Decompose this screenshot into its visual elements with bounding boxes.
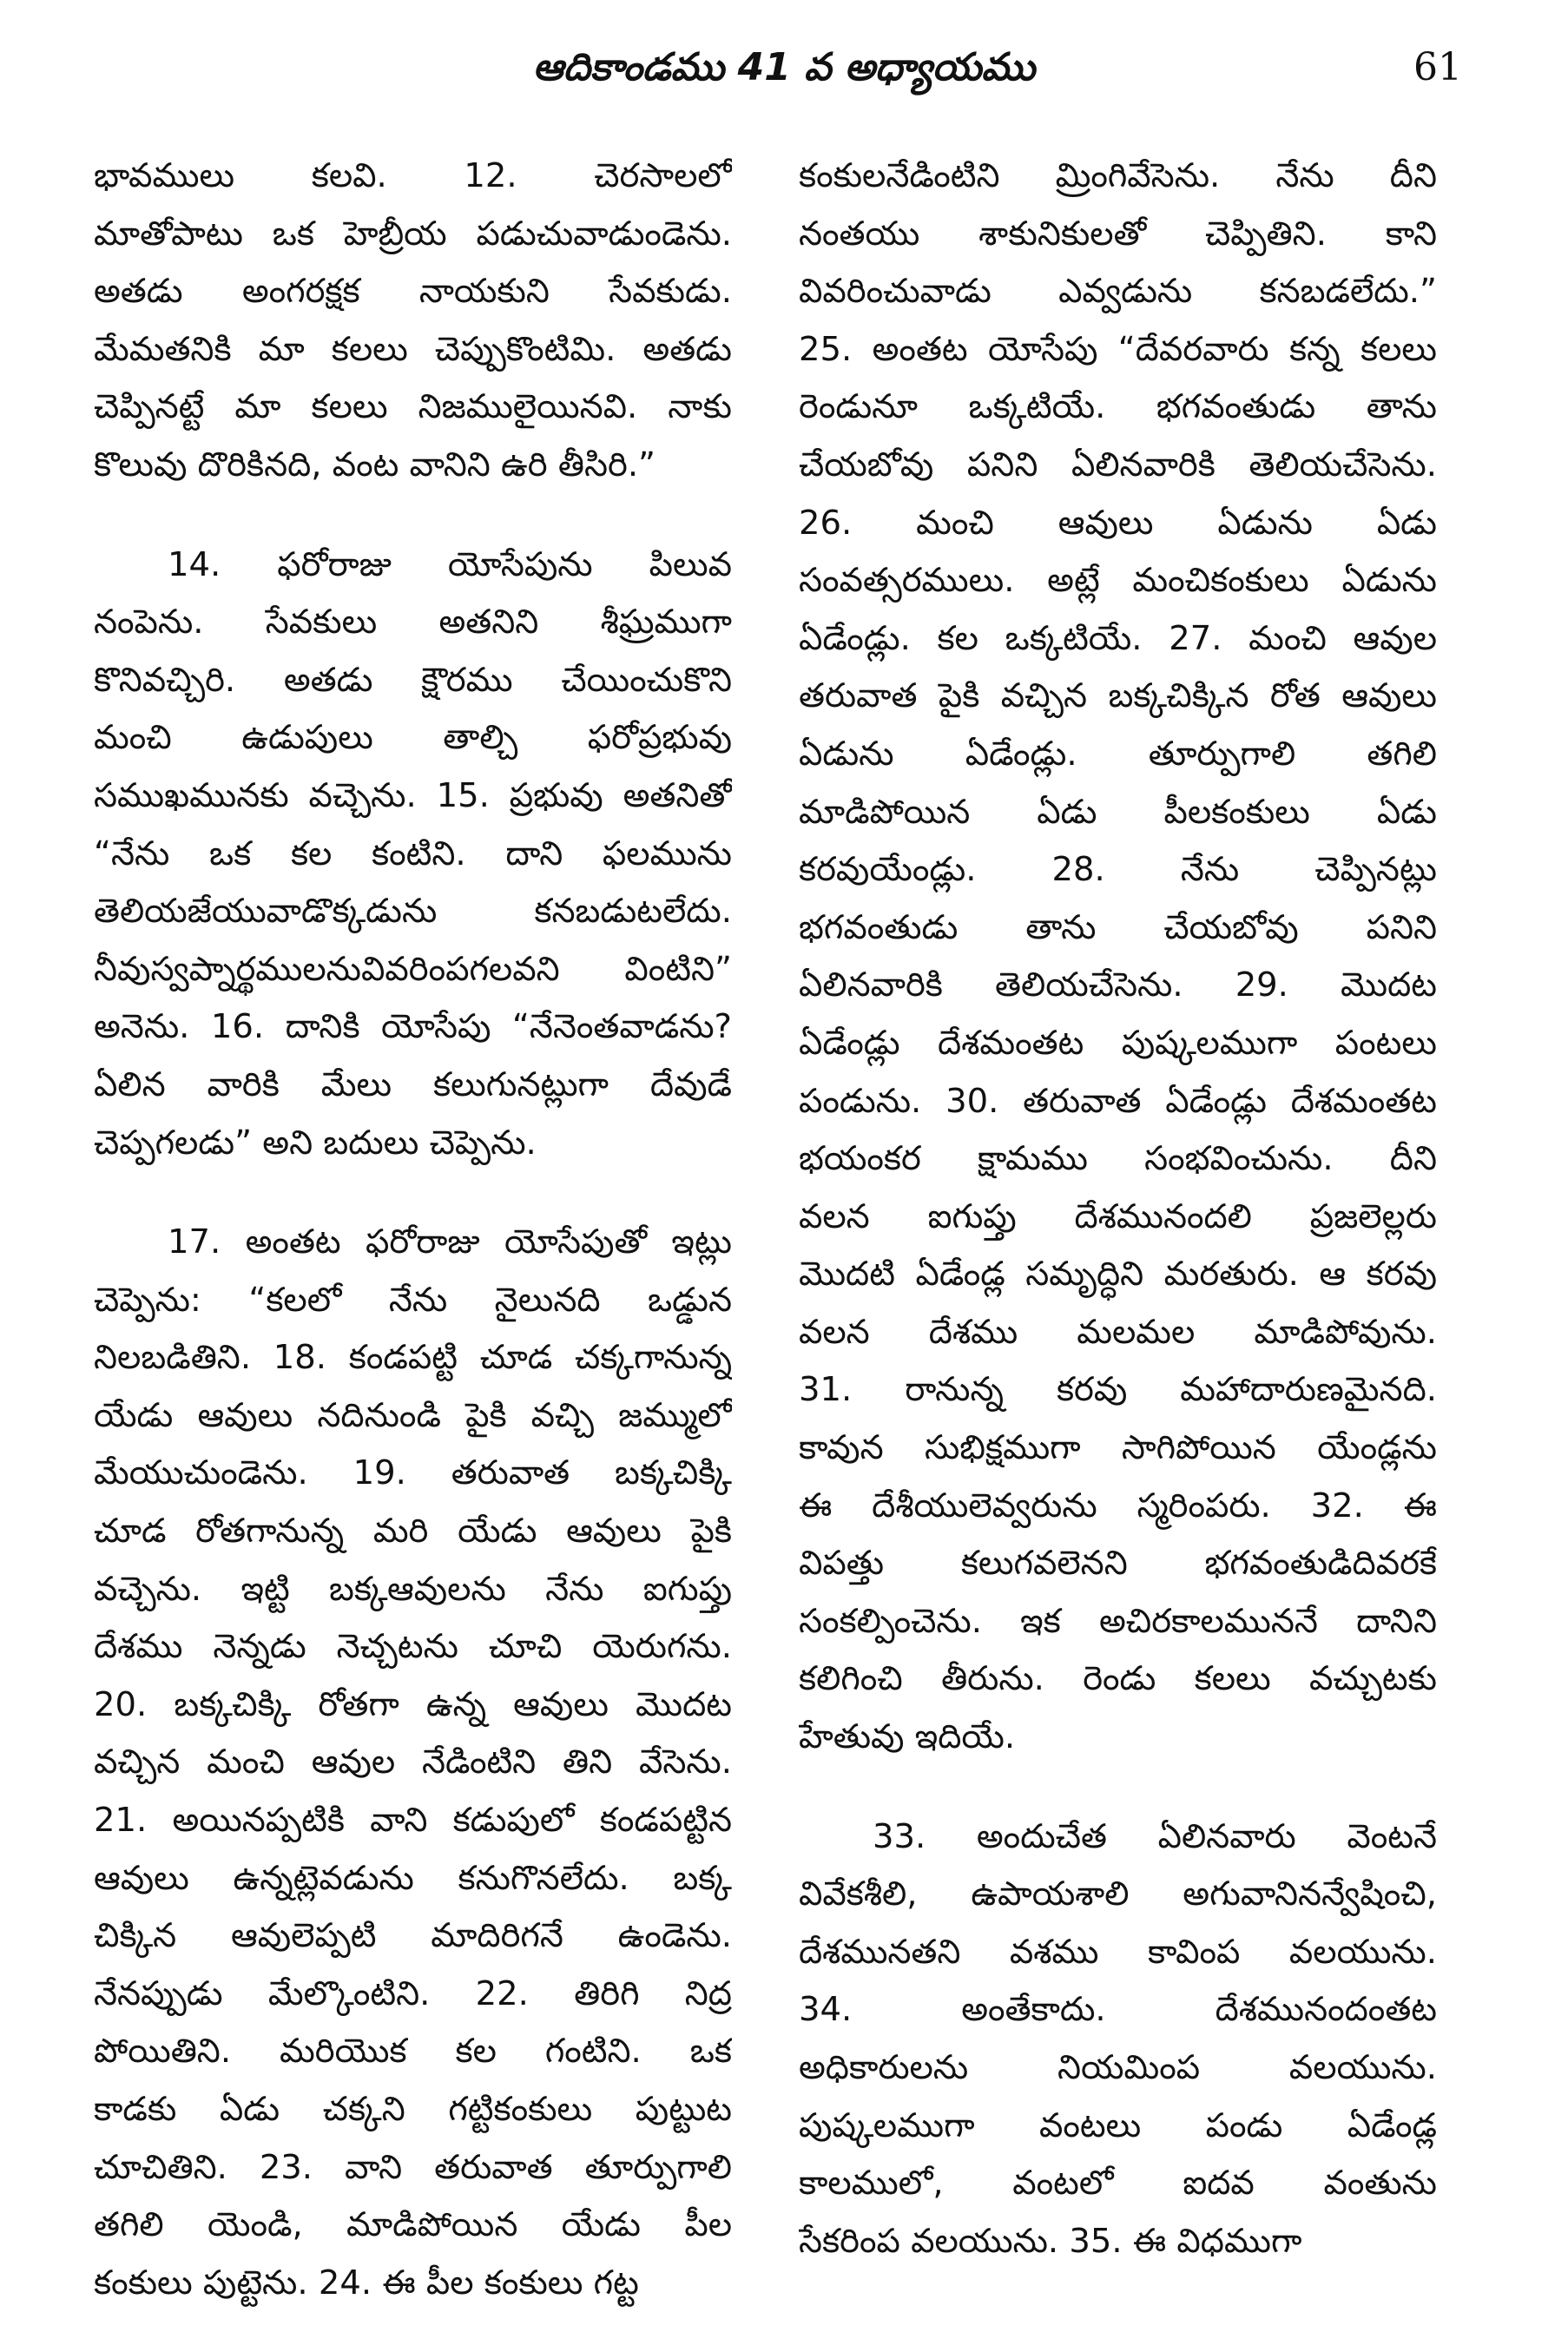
text-line: వచ్చెను. ఇట్టి బక్కఆవులను నేను ఐగుప్తు <box>94 1569 732 1609</box>
left-column <box>94 148 732 2312</box>
text-line: 17. అంతట ఫరోరాజు యోసేపుతో ఇట్లు <box>168 1222 732 1262</box>
text-line: అనెను. 16. దానికి యోసేపు “నేనెంతవాడను? <box>94 1007 732 1047</box>
text-line: సేకరింప వలయును. 35. ఈ విధముగా <box>799 2221 1302 2261</box>
text-line: వలన ఐగుప్తు దేశమునందలి ప్రజలెల్లరు <box>799 1196 1437 1236</box>
text-line: పండును. 30. తరువాత ఏడేండ్లు దేశమంతట <box>799 1081 1437 1121</box>
page-number: 61 <box>1413 45 1462 89</box>
text-line: చిక్కిన ఆవులెప్పటి మాదిరిగనే ఉండెను. <box>94 1916 732 1956</box>
text-line: సంకల్పించెను. ఇక అచిరకాలముననే దానిని <box>799 1601 1437 1641</box>
text-line: చెప్పినట్టే మా కలలు నిజములైయినవి. నాకు <box>94 387 732 427</box>
text-line: సంవత్సరములు. అట్లే మంచికంకులు ఏడును <box>799 561 1437 601</box>
text-line: 26. మంచి ఆవులు ఏడును ఏడు <box>799 503 1437 543</box>
text-line: ఏలినవారికి తెలియచేసెను. 29. మొదట <box>799 965 1437 1005</box>
text-line: 31. రానున్న కరవు మహాదారుణమైనది. <box>799 1370 1437 1410</box>
text-line: ఆవులు ఉన్నట్లెవడును కనుగొనలేదు. బక్క <box>94 1858 732 1898</box>
text-line: కంకులు పుట్టెను. 24. ఈ పీల కంకులు గట్ట <box>94 2263 639 2303</box>
text-line: దేశమునతని వశము కావింప వలయును. <box>799 1932 1437 1972</box>
text-line: పుష్కలముగా వంటలు పండు ఏడేండ్ల <box>799 2105 1437 2145</box>
text-line: చూచితిని. 23. వాని తరువాత తూర్పుగాలి <box>94 2147 732 2187</box>
text-line: కలిగించి తీరును. రెండు కలలు వచ్చుటకు <box>799 1659 1437 1699</box>
text-line: 20. బక్కచిక్కి రోతగా ఉన్న ఆవులు మొదట <box>94 1684 732 1724</box>
text-line: రెండునూ ఒక్కటియే. భగవంతుడు తాను <box>799 387 1437 427</box>
text-line: అధికారులను నియమింప వలయును. <box>799 2048 1437 2087</box>
text-line: ఏడేండ్లు. కల ఒక్కటియే. 27. మంచి ఆవుల <box>799 618 1437 658</box>
text-line: ఏలిన వారికి మేలు కలుగునట్లుగా దేవుడే <box>94 1064 732 1104</box>
right-column <box>799 148 1437 2270</box>
text-line: మాతోపాటు ఒక హెబ్రీయ పడుచువాడుండెను. <box>94 214 732 254</box>
text-line: చెప్పెను: “కలలో నేను నైలునది ఒడ్డున <box>94 1280 732 1320</box>
text-line: 33. అందుచేత ఏలినవారు వెంటనే <box>873 1816 1437 1856</box>
text-line: సముఖమునకు వచ్చెను. 15. ప్రభువు అతనితో <box>94 775 732 815</box>
paragraph <box>94 537 732 1173</box>
text-line: యేడు ఆవులు నదినుండి పైకి వచ్చి జమ్ములో <box>94 1395 732 1435</box>
text-line: భగవంతుడు తాను చేయబోవు పనిని <box>799 907 1437 947</box>
paragraph <box>799 1808 1437 2271</box>
text-line: 25. అంతట యోసేపు “దేవరవారు కన్న కలలు <box>799 329 1437 369</box>
text-line: వలన దేశము మలమల మాడిపోవును. <box>799 1312 1437 1352</box>
text-line: కొనివచ్చిరి. అతడు క్షౌరము చేయించుకొని <box>94 660 732 700</box>
text-line: “నేను ఒక కల కంటిని. దాని ఫలమును <box>94 833 732 873</box>
text-line: తెలియజేయువాడొక్కడును కనబడుటలేదు. <box>94 892 732 932</box>
text-line: అతడు అంగరక్షక నాయకుని సేవకుడు. <box>94 272 732 312</box>
text-line: కాడకు ఏడు చక్కని గట్టికంకులు పుట్టుట <box>94 2090 732 2129</box>
text-line: హేతువు ఇదియే. <box>799 1717 1016 1757</box>
text-line: కొలువు దొరికినది, వంట వానిని ఉరి తీసిరి.” <box>94 445 656 484</box>
text-line: ఏడేండ్లు దేశమంతట పుష్కలముగా పంటలు <box>799 1023 1437 1063</box>
text-line: వచ్చిన మంచి ఆవుల నేడింటిని తిని వేసెను. <box>94 1743 732 1782</box>
text-line: తగిలి యెండి, మాడిపోయిన యేడు పీల <box>94 2205 732 2245</box>
text-line: ఈ దేశీయులెవ్వరును స్మరింపరు. 32. ఈ <box>799 1486 1437 1525</box>
paragraph <box>94 1214 732 2312</box>
text-line: నిలబడితిని. 18. కండపట్టి చూడ చక్కగానున్న <box>94 1338 732 1378</box>
text-line: విపత్తు కలుగవలెనని భగవంతుడిదివరకే <box>799 1544 1437 1584</box>
text-line: 14. ఫరోరాజు యోసేపును పిలువ <box>168 544 732 584</box>
text-line: మొదటి ఏడేండ్ల సమృద్ధిని మరతురు. ఆ కరవు <box>799 1255 1437 1295</box>
chapter-title: ఆదికాండము 41 వ అధ్యాయము <box>532 45 1036 89</box>
paragraph <box>799 148 1437 1767</box>
text-line: నంపెను. సేవకులు అతనిని శీఘ్రముగా <box>94 603 732 642</box>
text-line: కాలములో, వంటలో ఐదవ వంతును <box>799 2164 1437 2204</box>
text-line: దేశము నెన్నడు నెచ్చటను చూచి యెరుగను. <box>94 1627 732 1667</box>
text-line: వివేకశీలి, ఉపాయశాలి అగువానినన్వేషించి, <box>799 1874 1437 1914</box>
text-line: మాడిపోయిన ఏడు పీలకంకులు ఏడు <box>799 792 1437 832</box>
text-line: తరువాత పైకి వచ్చిన బక్కచిక్కిన రోత ఆవులు <box>799 676 1437 716</box>
page-header <box>0 45 1568 115</box>
text-line: 21. అయినప్పటికి వాని కడుపులో కండపట్టిన <box>94 1801 732 1841</box>
text-line: నీవుస్వప్నార్థములనువివరింపగలవని వింటిని” <box>94 949 732 989</box>
text-line: చెప్పగలడు” అని బదులు చెప్పెను. <box>94 1123 537 1163</box>
text-line: చేయబోవు పనిని ఏలినవారికి తెలియచేసెను. <box>799 445 1437 484</box>
text-line: చూడ రోతగానున్న మరి యేడు ఆవులు పైకి <box>94 1512 732 1552</box>
text-line: ఏడును ఏడేండ్లు. తూర్పుగాలి తగిలి <box>799 734 1437 774</box>
text-line: పోయితిని. మరియొక కల గంటిని. ఒక <box>94 2032 732 2072</box>
text-line: మేయుచుండెను. 19. తరువాత బక్కచిక్కి <box>94 1453 732 1493</box>
text-line: కరవుయేండ్లు. 28. నేను చెప్పినట్లు <box>799 850 1437 890</box>
text-line: మంచి ఉడుపులు తాల్చి ఫరోప్రభువు <box>94 718 732 758</box>
text-line: నంతయు శాకునికులతో చెప్పితిని. కాని <box>799 214 1437 254</box>
text-line: కావున సుభిక్షముగా సాగిపోయిన యేండ్లను <box>799 1428 1437 1468</box>
text-line: 34. అంతేకాదు. దేశమునందంతట <box>799 1990 1437 2030</box>
text-line: భయంకర క్షామము సంభవించును. దీని <box>799 1139 1437 1179</box>
text-line: నేనప్పుడు మేల్కొంటిని. 22. తిరిగి నిద్ర <box>94 1973 732 2013</box>
text-line: కంకులనేడింటిని మ్రింగివేసెను. నేను దీని <box>799 156 1437 195</box>
text-line: భావములు కలవి. 12. చెరసాలలో <box>94 156 732 195</box>
text-line: మేమతనికి మా కలలు చెప్పుకొంటిమి. అతడు <box>94 329 732 369</box>
text-line: వివరించువాడు ఎవ్వడును కనబడలేదు.” <box>799 272 1437 312</box>
paragraph <box>94 148 732 495</box>
